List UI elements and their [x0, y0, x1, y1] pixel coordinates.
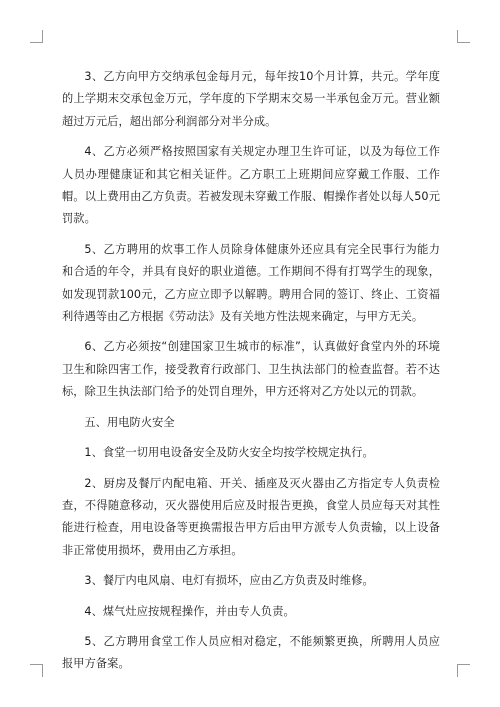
safety-clause-3: 3、餐厅内电风扇、电灯有损坏，应由乙方负责及时维修。 [84, 574, 374, 588]
safety-clause-2: 2、厨房及餐厅内配电箱、开关、插座及灭火器由乙方指定专人负责检查，不得随意移动，灭火器使用后应及时报告更换，食堂人员应每天对其性能进行检查，用电设备等更换需报告甲方后由甲方派专人负责输，以上设备非正常使用损坏，费用由乙方承担。 [62, 476, 440, 557]
safety-clause-1: 1、食堂一切用电设备安全及防火安全均按学校规定执行。 [84, 446, 374, 460]
safety-clause-5: 5、乙方聘用食堂工作人员应相对稳定，不能频繁更换，所聘用人员应报甲方备案。 [62, 634, 440, 671]
clause-4-health-permit: 4、乙方必须严格按照国家有关规定办理卫生许可证，以及为每位工作人员办理健康证和其它相关证件。乙方职工上班期间应穿戴工作服、工作帽。以上费用由乙方负责。若被发现未穿戴工作服、帽操作者处以每人50元罚款。 [62, 145, 440, 226]
clause-6-sanitation: 6、乙方必须按“创建国家卫生城市的标准”，认真做好食堂内外的环境卫生和除四害工作，接受教育行政部门、卫生执法部门的检查监督。若不达标，除卫生执法部门给予的处罚自理外，甲方还将对乙方处以元的罚款。 [62, 340, 440, 399]
clause-5-staff: 5、乙方聘用的炊事工作人员除身体健康外还应具有完全民事行为能力和合适的年令，并具有良好的职业道德。工作期间不得有打骂学生的现象，如发现罚款100元，乙方应立即予以解聘。聘用合同的签订、终止、工资福利待遇等由乙方根据《劳动法》及有关地方性法规来确定，与甲方无关。 [62, 242, 440, 324]
document-body [62, 66, 440, 684]
crop-mark-bottom-right [457, 664, 470, 677]
crop-mark-top-left [30, 30, 43, 43]
safety-clause-4: 4、煤气灶应按规程操作，并由专人负责。 [84, 604, 295, 618]
section-heading-electric-fire-safety: 五、用电防火安全 [84, 415, 175, 429]
crop-mark-bottom-left [30, 664, 43, 677]
clause-3-fee: 3、乙方向甲方交纳承包金每月元，每年按10个月计算，共元。学年度的上学期末交承包金万元，学年度的下学期末交易一半承包金万元。营业额超过万元后，超出部分利润部分对半分成。 [62, 70, 440, 128]
crop-mark-top-right [457, 30, 470, 43]
